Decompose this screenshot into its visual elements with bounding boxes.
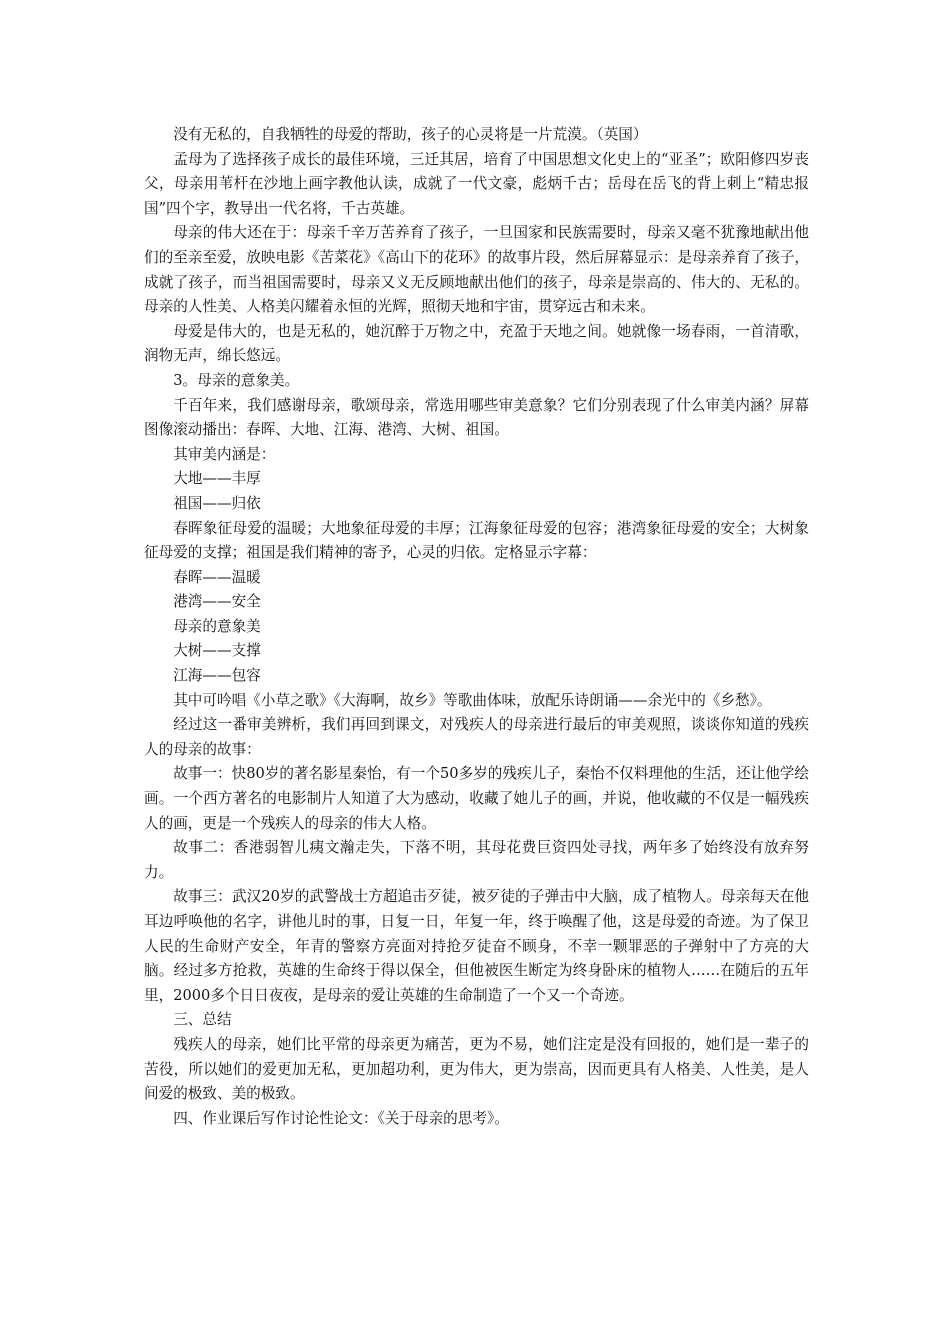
section-heading-homework: 四、作业课后写作讨论性论文：《关于母亲的思考》。 bbox=[173, 1109, 509, 1127]
imagery-line: 祖国——归依 bbox=[173, 494, 261, 512]
imagery-line: 大地——丰厚 bbox=[173, 470, 261, 488]
paragraph-aesthetic-meaning: 其审美内涵是： bbox=[173, 445, 276, 463]
paragraph-stories-intro: 经过这一番审美辨析，我们再回到课文，对残疾人的母亲进行最后的审美观照，谈谈你知道的残疾人的母亲的故事： bbox=[144, 716, 809, 758]
imagery-line: 大树——支撑 bbox=[173, 642, 261, 660]
document-body bbox=[144, 123, 809, 1131]
paragraph-greatness: 母亲的伟大还在于：母亲千辛万苦养育了孩子，一旦国家和民族需要时，母亲又毫不犹豫地献出他们的至亲至爱，放映电影《苦菜花》《高山下的花环》的故事片段，然后屏幕显示：是母亲养育了孩子，成就了孩子，而当祖国需要时，母亲又义无反顾地献出他们的孩子，母亲是崇高的、伟大的、无私的。母亲的人性美、人格美闪耀着永恒的光辉，照彻天地和宇宙，贯穿远古和未来。 bbox=[144, 224, 809, 316]
paragraph-symbolism: 春晖象征母爱的温暖；大地象征母爱的丰厚；江海象征母爱的包容；港湾象征母爱的安全；大树象征母爱的支撑；祖国是我们精神的寄予，心灵的归依。定格显示字幕： bbox=[144, 519, 809, 562]
paragraph-songs: 其中可吟唱《小草之歌》《大海啊，故乡》等歌曲体味，放配乐诗朗诵——余光中的《乡愁》。 bbox=[173, 691, 772, 709]
imagery-line: 春晖——温暖 bbox=[173, 568, 261, 586]
section-heading-summary: 三、总结 bbox=[173, 1011, 232, 1029]
paragraph-story-two: 故事二：香港弱智儿痍文瀚走失，下落不明，其母花费巨资四处寻找，两年多了始终没有放弃努力。 bbox=[144, 839, 809, 881]
section-heading-imagery: 3。母亲的意象美。 bbox=[173, 371, 300, 389]
imagery-line: 江海——包容 bbox=[173, 667, 261, 685]
paragraph-story-three: 故事三：武汉20岁的武警战士方超追击歹徒，被歹徒的子弹击中大脑，成了植物人。母亲每天在他耳边呼唤他的名字，讲他儿时的事，日复一日，年复一年，终于唤醒了他，这是母爱的奇迹。为了保卫人民的生命财产安全，年青的警察方亮面对持抢歹徒奋不顾身，不幸一颗罪恶的子弹射中了方亮的大脑。经过多方抢救，英雄的生命终于得以保全，但他被医生断定为终身卧床的植物人……在随后的五年里，2000多个日日夜夜，是母亲的爱让英雄的生命制造了一个又一个奇迹。 bbox=[144, 888, 809, 1004]
paragraph-selfless-love: 母爱是伟大的，也是无私的，她沉醉于万物之中，充盈于天地之间。她就像一场春雨，一首清歌，润物无声，绵长悠远。 bbox=[144, 322, 809, 365]
paragraph-summary: 残疾人的母亲，她们比平常的母亲更为痛苦，更为不易，她们注定是没有回报的，她们是一辈子的苦役，所以她们的爱更加无私，更加超功利，更为伟大，更为崇高，因而更具有人格美、人性美，是人间爱的极致、美的极致。 bbox=[144, 1035, 809, 1103]
paragraph-examples: 孟母为了选择孩子成长的最佳环境，三迁其居，培育了中国思想文化史上的“亚圣”；欧阳修四岁丧父，母亲用苇杆在沙地上画字教他认读，成就了一代文豪，彪炳千古；岳母在岳飞的背上刺上“精忠报国”四个字，教导出一代名将，千古英雄。 bbox=[144, 150, 809, 217]
paragraph-imagery-question: 千百年来，我们感谢母亲，歌颂母亲，常选用哪些审美意象？它们分别表现了什么审美内涵？屏幕图像滚动播出：春晖、大地、江海、港湾、大树、祖国。 bbox=[144, 396, 809, 439]
imagery-line: 港湾——安全 bbox=[173, 593, 261, 611]
imagery-line: 母亲的意象美 bbox=[173, 617, 261, 635]
paragraph-story-one: 故事一：快80岁的著名影星秦怡，有一个50多岁的残疾儿子，秦怡不仅料理他的生活，还让他学绘画。一个西方著名的电影制片人知道了大为感动，收藏了她儿子的画，并说，他收藏的不仅是一幅残疾人的画，更是一个残疾人的母亲的伟大人格。 bbox=[144, 765, 809, 832]
paragraph-quote: 没有无私的，自我牺牲的母爱的帮助，孩子的心灵将是一片荒漠。（英国） bbox=[173, 126, 648, 143]
